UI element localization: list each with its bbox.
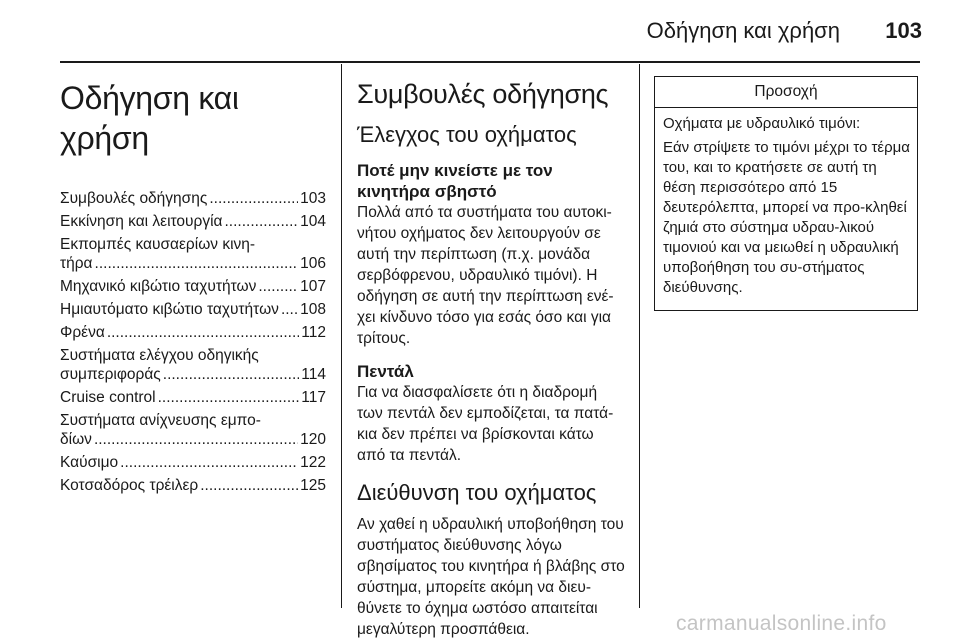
toc-entry-text: Εκπομπές καυσαερίων κινη- [60, 236, 256, 253]
toc-leader-dots [209, 189, 298, 208]
toc-entry-text: Καύσιμο [60, 454, 119, 471]
toc-entry[interactable] [60, 277, 326, 296]
subsection-vehicle-control: Έλεγχος του οχήματος [357, 122, 577, 147]
toc-entry[interactable] [60, 476, 326, 495]
toc-leader-dots [281, 300, 298, 319]
chapter-title: Οδήγηση και χρήση [60, 80, 239, 156]
toc-entry-line [60, 346, 326, 365]
toc-leader-dots [163, 365, 300, 384]
column-divider-left [341, 64, 342, 608]
toc-entry[interactable] [60, 323, 326, 342]
toc-entry-text: συμπεριφοράς [60, 366, 161, 383]
toc-entry[interactable] [60, 346, 326, 384]
toc-entry[interactable] [60, 235, 326, 273]
toc-entry-line [60, 365, 326, 384]
toc-entry-text: Συμβουλές οδήγησης [60, 190, 208, 207]
toc-entry-line [60, 388, 326, 407]
toc-entry[interactable] [60, 189, 326, 208]
toc-entry-text: Συστήματα ανίχνευσης εμπο- [60, 412, 261, 429]
toc-leader-dots [94, 430, 298, 449]
toc-entry-line [60, 430, 326, 449]
toc-leader-dots [200, 476, 298, 495]
toc-entry-text: Εκκίνηση και λειτουργία [60, 213, 223, 230]
column-divider-right [639, 64, 640, 608]
heading-engine-off: Ποτέ μην κινείστε με τον κινητήρα σβηστό [357, 161, 553, 201]
toc-entry-line [60, 212, 326, 231]
toc-page-number: 108 [300, 301, 326, 318]
toc-entry-text: Ημιαυτόματο κιβώτιο ταχυτήτων [60, 301, 279, 318]
paragraph-steering: Αν χαθεί η υδραυλική υποβοήθηση του συστήματος διεύθυνσης λόγω σβησίματος του κινητήρα ή βλάβης στο σύστημα, μπορείτε ακόμη να διευ-θύνετε το όχημα ωστόσο απαιτείται μεγαλύτερη προσπάθεια. [357, 516, 625, 638]
heading-pedals: Πεντάλ [357, 362, 414, 381]
table-of-contents [60, 189, 326, 495]
toc-page-number: 125 [300, 477, 326, 494]
toc-entry-line [60, 254, 326, 273]
toc-page-number: 120 [300, 431, 326, 448]
toc-entry-line [60, 453, 326, 472]
toc-entry-line [60, 277, 326, 296]
toc-entry-line [60, 411, 326, 430]
toc-page-number: 112 [301, 324, 326, 341]
toc-entry[interactable] [60, 300, 326, 319]
running-head-title: Οδήγηση και χρήση [646, 18, 840, 43]
caution-box [654, 76, 918, 311]
toc-leader-dots [107, 323, 299, 342]
watermark: carmanualsonline.info [676, 612, 887, 635]
toc-page-number: 106 [300, 255, 326, 272]
caution-paragraph-1: Οχήματα με υδραυλικό τιμόνι: [663, 115, 861, 132]
toc-entry-line [60, 300, 326, 319]
toc-entry-line [60, 189, 326, 208]
toc-page-number: 103 [300, 190, 326, 207]
toc-page-number: 122 [300, 454, 326, 471]
toc-entry-text: Συστήματα ελέγχου οδηγικής [60, 347, 259, 364]
toc-entry-text: Cruise control [60, 389, 156, 406]
toc-entry-text: τήρα [60, 255, 93, 272]
toc-entry-text: δίων [60, 431, 92, 448]
toc-entry[interactable] [60, 388, 326, 407]
toc-leader-dots [225, 212, 299, 231]
page-number: 103 [885, 18, 922, 43]
section-title: Συμβουλές οδήγησης [357, 79, 609, 109]
header-rule [60, 61, 920, 63]
toc-entry-line [60, 323, 326, 342]
toc-entry-text: Μηχανικό κιβώτιο ταχυτήτων [60, 278, 257, 295]
running-head [0, 0, 960, 50]
caution-paragraph-2: Εάν στρίψετε το τιμόνι μέχρι το τέρμα του, και το κρατήσετε σε αυτή τη θέση περισσότερο από 15 δευτερόλεπτα, μπορεί να προ-κληθεί ζημιά στο σύστημα υδραυ-λικού τιμονιού και να μειωθεί η υδραυλική υποβοήθηση του συ-στήματος διεύθυνσης. [663, 139, 910, 296]
notice-column [654, 64, 918, 311]
paragraph-engine-off: Πολλά από τα συστήματα του αυτοκι-νήτου οχήματος δεν λειτουργούν σε αυτή την περίπτωση (π.χ. μονάδα σερβόφρενου, υδραυλικό τιμόνι). Η οδήγηση σε αυτή την περίπτωση ενέ-χει κίνδυνο τόσο για εσάς όσο και για τρίτους. [357, 204, 614, 347]
toc-entry[interactable] [60, 453, 326, 472]
toc-entry-line [60, 476, 326, 495]
toc-leader-dots [158, 388, 300, 407]
toc-entry-text: Κοτσαδόρος τρέιλερ [60, 477, 199, 494]
toc-leader-dots [258, 277, 298, 296]
toc-column [60, 64, 326, 499]
toc-entry[interactable] [60, 411, 326, 449]
toc-leader-dots [95, 254, 299, 273]
toc-page-number: 114 [301, 366, 326, 383]
subsection-steering: Διεύθυνση του οχήματος [357, 480, 597, 505]
toc-page-number: 107 [300, 278, 326, 295]
toc-entry-text: Φρένα [60, 324, 105, 341]
toc-entry-line [60, 235, 326, 254]
caution-title: Προσοχή [655, 77, 917, 108]
paragraph-pedals: Για να διασφαλίσετε ότι η διαδρομή των πεντάλ δεν εμποδίζεται, τα πατά-κια δεν πρέπει να βρίσκονται κάτω από τα πεντάλ. [357, 384, 614, 464]
toc-page-number: 117 [301, 389, 326, 406]
caution-body [655, 108, 917, 310]
content-column [357, 64, 625, 640]
toc-page-number: 104 [300, 213, 326, 230]
toc-entry[interactable] [60, 212, 326, 231]
toc-leader-dots [120, 453, 298, 472]
